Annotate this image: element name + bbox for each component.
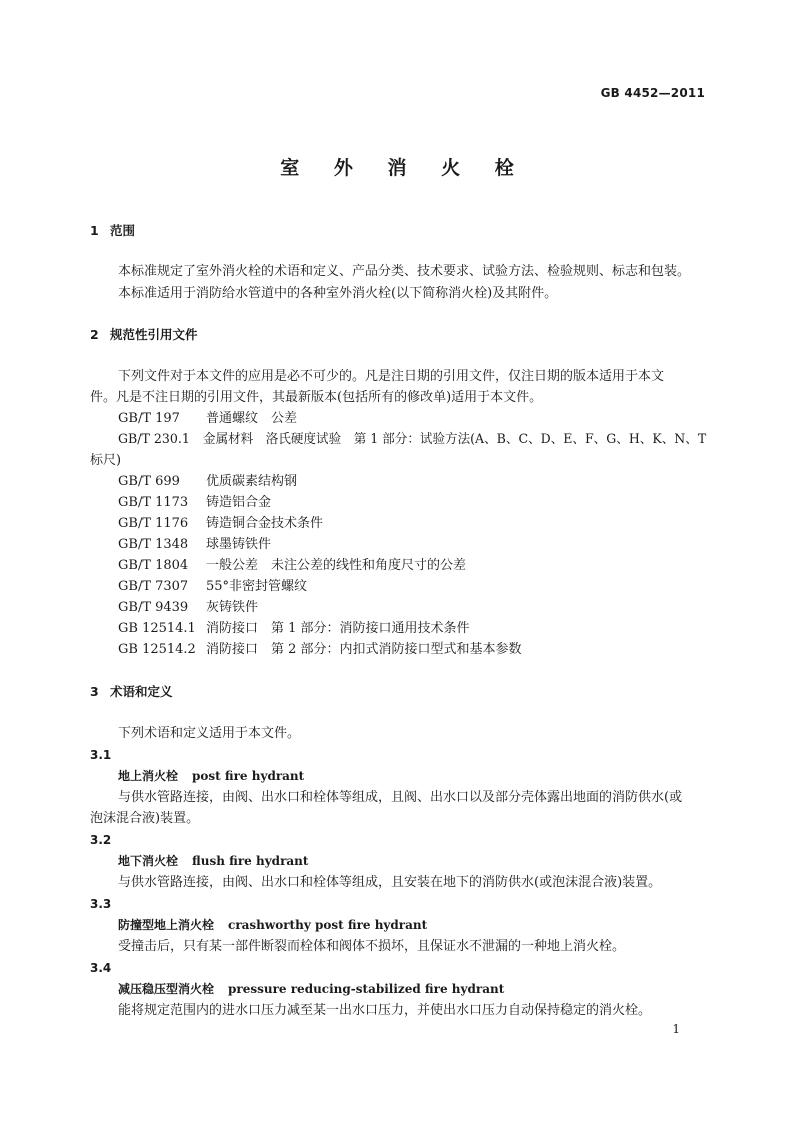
section-title: 范围 — [110, 223, 136, 238]
term-zh: 防撞型地上消火栓 — [118, 918, 215, 932]
reference-code: GB/T 1348 — [118, 537, 189, 552]
paragraph: 下列文件对于本文件的应用是必不可少的。凡是注日期的引用文件，仅注日期的版本适用于本文 — [118, 369, 665, 384]
reference-item — [118, 618, 470, 639]
term-heading — [118, 766, 304, 787]
term-zh: 减压稳压型消火栓 — [118, 982, 215, 996]
reference-item — [118, 471, 297, 492]
reference-code: GB/T 230.1 — [118, 432, 190, 447]
reference-title: 55°非密封管螺纹 — [206, 579, 308, 594]
term-zh: 地上消火栓 — [118, 769, 179, 783]
reference-code: GB/T 197 — [118, 411, 180, 426]
reference-code: GB/T 1176 — [118, 516, 189, 531]
paragraph: 本标准规定了室外消火栓的术语和定义、产品分类、技术要求、试验方法、检验规则、标志和包装。 — [118, 264, 691, 279]
term-en: flush fire hydrant — [192, 854, 309, 868]
term-definition: 泡沫混合液)装置。 — [90, 811, 200, 826]
reference-title: 灰铸铁件 — [206, 600, 259, 615]
reference-title: 铸造铜合金技术条件 — [206, 516, 324, 531]
paragraph: 下列术语和定义适用于本文件。 — [118, 726, 301, 741]
term-en: pressure reducing-stabilized fire hydrant — [228, 982, 505, 996]
term-zh: 地下消火栓 — [118, 854, 179, 868]
term-heading — [118, 851, 308, 872]
reference-item — [118, 534, 271, 555]
reference-item — [118, 429, 706, 450]
reference-item — [118, 576, 307, 597]
reference-code: GB/T 9439 — [118, 600, 189, 615]
document-title: 室 外 消 火 栓 — [280, 157, 528, 179]
paragraph: 本标准适用于消防给水管道中的各种室外消火栓(以下简称消火栓)及其附件。 — [118, 286, 558, 301]
reference-title: 消防接口 第 2 部分：内扣式消防接口型式和基本参数 — [206, 642, 522, 657]
reference-code: GB 12514.1 — [118, 621, 196, 636]
reference-item — [118, 555, 466, 576]
clause-number: 3.1 — [90, 748, 112, 762]
reference-item — [118, 408, 297, 429]
reference-code: GB/T 1804 — [118, 558, 189, 573]
section-1-heading — [90, 220, 135, 241]
reference-continuation: 标尺) — [90, 453, 122, 468]
term-definition: 与供水管路连接，由阀、出水口和栓体等组成，且阀、出水口以及部分壳体露出地面的消防供水(或 — [118, 790, 683, 805]
reference-item — [118, 492, 271, 513]
section-title: 规范性引用文件 — [110, 327, 198, 342]
standard-number: GB 4452—2011 — [600, 86, 705, 100]
reference-code: GB/T 699 — [118, 474, 180, 489]
reference-title: 金属材料 洛氏硬度试验 第 1 部分：试验方法(A、B、C、D、E、F、G、H、K、N、T — [203, 432, 707, 447]
clause-number: 3.4 — [90, 961, 112, 975]
reference-title: 普通螺纹 公差 — [206, 411, 298, 426]
section-number: 1 — [90, 223, 99, 238]
reference-item — [118, 639, 522, 660]
term-definition: 受撞击后，只有某一部件断裂而栓体和阀体不损坏，且保证水不泄漏的一种地上消火栓。 — [118, 939, 626, 954]
reference-code: GB 12514.2 — [118, 642, 196, 657]
clause-number: 3.2 — [90, 833, 112, 847]
reference-title: 优质碳素结构钢 — [206, 474, 298, 489]
reference-item — [118, 597, 258, 618]
reference-code: GB/T 7307 — [118, 579, 189, 594]
term-en: post fire hydrant — [192, 769, 305, 783]
term-heading — [118, 979, 504, 1000]
reference-item — [118, 513, 323, 534]
term-heading — [118, 915, 427, 936]
clause-number: 3.3 — [90, 897, 112, 911]
reference-title: 球墨铸铁件 — [206, 537, 272, 552]
reference-code: GB/T 1173 — [118, 495, 189, 510]
section-2-heading — [90, 324, 198, 345]
term-definition: 能将规定范围内的进水口压力减至某一出水口压力，并使出水口压力自动保持稳定的消火栓。 — [118, 1003, 652, 1018]
reference-title: 一般公差 未注公差的线性和角度尺寸的公差 — [206, 558, 467, 573]
section-number: 2 — [90, 327, 99, 342]
page-number: 1 — [672, 1022, 680, 1036]
section-number: 3 — [90, 684, 99, 699]
paragraph: 件。凡是不注日期的引用文件，其最新版本(包括所有的修改单)适用于本文件。 — [90, 390, 543, 405]
reference-title: 铸造铝合金 — [206, 495, 272, 510]
term-en: crashworthy post fire hydrant — [228, 918, 428, 932]
section-3-heading — [90, 681, 173, 702]
term-definition: 与供水管路连接，由阀、出水口和栓体等组成，且安装在地下的消防供水(或泡沫混合液)装置。 — [118, 875, 662, 890]
reference-title: 消防接口 第 1 部分：消防接口通用技术条件 — [206, 621, 470, 636]
section-title: 术语和定义 — [110, 684, 173, 699]
